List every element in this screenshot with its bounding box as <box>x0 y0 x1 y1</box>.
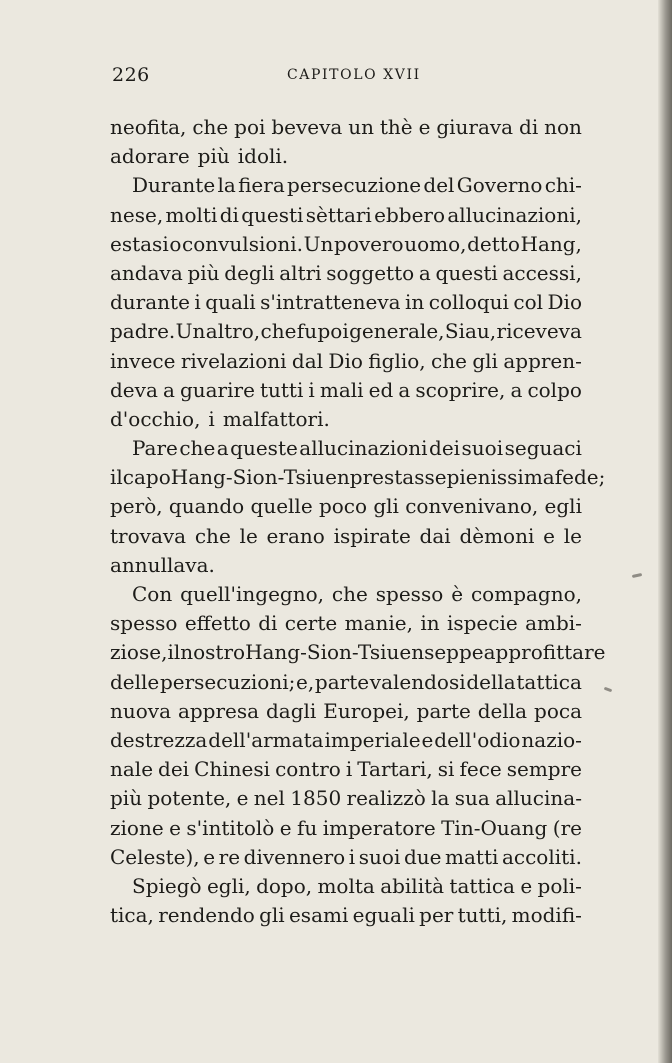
word: quali <box>205 290 256 315</box>
word: le <box>239 523 258 548</box>
word: sempre <box>506 757 582 782</box>
word: fu <box>297 815 318 840</box>
print-speck <box>604 687 613 693</box>
word: modifi- <box>511 903 582 928</box>
body-text <box>110 113 606 930</box>
word: e, <box>296 669 315 694</box>
word: più <box>110 786 143 811</box>
text-line <box>110 814 582 843</box>
word: seguaci <box>504 436 582 461</box>
word: Hang-Sion-Tsiuen <box>245 640 425 665</box>
word: poco <box>318 494 368 519</box>
word: che <box>331 582 368 606</box>
word: degli <box>224 260 275 285</box>
word: pienissima <box>446 465 555 490</box>
word: che <box>192 115 229 139</box>
word: Hang, <box>520 231 582 256</box>
word: però, <box>110 494 163 519</box>
word: erano <box>266 523 325 548</box>
word: col <box>513 290 544 315</box>
text-line <box>110 142 582 171</box>
word: uomo, <box>404 231 467 256</box>
word: gli <box>472 348 498 373</box>
word: thè <box>379 115 413 139</box>
word: e <box>279 815 292 840</box>
word: convulsioni. <box>182 231 304 256</box>
word: dai <box>419 523 451 548</box>
word: dell'odio <box>434 727 521 752</box>
text-line <box>110 784 582 813</box>
text-line <box>110 638 606 667</box>
word: neofita, <box>110 115 187 139</box>
word: s'intratteneva <box>260 290 401 315</box>
word: potente, <box>147 786 232 811</box>
word: della <box>466 669 516 694</box>
word: a <box>216 436 229 461</box>
word: padre. <box>110 319 176 344</box>
word: contro <box>275 757 341 782</box>
word: Dio <box>328 348 363 373</box>
word: che <box>431 348 467 373</box>
word: che <box>179 436 216 461</box>
word: gli <box>373 494 399 519</box>
word: altro, <box>205 319 261 344</box>
word: andava <box>110 260 183 285</box>
word: ed <box>368 377 394 402</box>
word: parte <box>416 698 471 723</box>
word: tutti, <box>457 903 508 928</box>
word: re <box>218 844 241 869</box>
word: delle <box>110 669 160 694</box>
word: Governo <box>456 173 543 198</box>
word: un <box>348 115 374 139</box>
word: il <box>110 465 123 490</box>
word: nostro <box>180 640 246 665</box>
word: colloqui <box>428 290 509 315</box>
text-line <box>110 843 582 872</box>
word: molta <box>317 873 375 898</box>
word: manie, <box>344 611 413 636</box>
word: e <box>169 815 181 840</box>
word: in <box>420 611 440 636</box>
word: nel <box>253 786 285 811</box>
word: nale <box>110 757 154 782</box>
word: Europei, <box>323 698 410 723</box>
text-line <box>110 901 582 930</box>
word: giurava <box>436 115 514 139</box>
page-edge-shadow <box>658 0 672 1063</box>
word: Con <box>132 582 173 606</box>
word: suoi <box>358 844 401 869</box>
text-line <box>110 288 582 317</box>
word: detto <box>467 231 520 256</box>
word: spesso <box>110 611 178 636</box>
word: del <box>423 173 455 198</box>
word: Tartari, <box>357 757 433 782</box>
word: realizzò <box>346 786 426 811</box>
word: seppe <box>424 640 484 665</box>
word: riceveva <box>496 319 582 344</box>
word: per <box>419 903 454 928</box>
word: tica, <box>110 903 154 928</box>
word: colpo <box>527 377 582 402</box>
word: allucinazioni <box>299 436 428 461</box>
word: e <box>418 115 431 139</box>
word: poi <box>317 319 349 344</box>
text-line <box>110 872 582 901</box>
text-line <box>110 609 582 638</box>
word: accoliti. <box>501 844 582 869</box>
word: e <box>421 727 434 752</box>
word: idoli. <box>237 144 289 169</box>
word: guarire <box>179 377 255 402</box>
word: dell'armata <box>208 727 324 752</box>
word: Spiegò <box>132 873 202 898</box>
word: in <box>405 290 425 315</box>
word: della <box>477 698 528 723</box>
word: questi <box>241 202 304 227</box>
word: non <box>544 115 582 139</box>
word: allucina- <box>495 786 582 811</box>
word: e <box>203 844 216 869</box>
word: Dio <box>547 290 582 315</box>
word: poi <box>234 115 266 139</box>
text-line <box>110 755 582 784</box>
word: a <box>510 377 523 402</box>
word: i <box>345 757 353 782</box>
word: rendendo <box>158 903 255 928</box>
word: Tin-Ouang <box>441 815 548 840</box>
word: adorare <box>110 144 190 169</box>
word: fede; <box>554 465 606 490</box>
word: malfattori. <box>222 406 330 431</box>
text-line <box>110 171 582 200</box>
text-line <box>110 492 582 521</box>
word: due <box>403 844 442 869</box>
word: i <box>208 406 215 431</box>
word: soggetto <box>326 260 415 285</box>
word: molti <box>165 202 218 227</box>
word: matti <box>445 844 499 869</box>
word: accessi, <box>502 260 582 285</box>
text-line <box>110 201 582 230</box>
word: questi <box>435 260 498 285</box>
word: quelle <box>250 494 313 519</box>
word: il <box>167 640 181 665</box>
word: a <box>162 377 175 402</box>
text-line <box>110 668 582 697</box>
word: le <box>563 523 582 548</box>
word: la <box>217 173 236 198</box>
word: tattica <box>516 669 582 694</box>
word: allucinazioni, <box>447 202 582 227</box>
word: o <box>169 231 182 256</box>
word: chi- <box>544 173 582 198</box>
word: appresa <box>177 698 260 723</box>
word: figlio, <box>368 348 426 373</box>
word: durante <box>110 290 190 315</box>
word: fece <box>459 757 502 782</box>
word: abilità <box>380 873 445 898</box>
word: quell'ingegno, <box>180 582 324 606</box>
text-line <box>110 551 582 580</box>
word: valendosi <box>369 669 466 694</box>
text-line <box>110 726 582 755</box>
word: nese, <box>110 202 164 227</box>
word: di <box>219 202 239 227</box>
text-line <box>110 463 606 492</box>
word: la <box>431 786 450 811</box>
page-header <box>112 64 582 88</box>
text-line <box>110 376 582 405</box>
word: più <box>187 260 220 285</box>
word: dopo, <box>256 873 313 898</box>
word: compagno, <box>470 582 582 606</box>
text-line <box>110 405 582 434</box>
word: certe <box>284 611 338 636</box>
word: fiera <box>238 173 285 198</box>
word: ziose, <box>110 640 168 665</box>
word: Durante <box>132 173 216 198</box>
word: tutti <box>259 377 304 402</box>
word: sua <box>454 786 490 811</box>
text-line <box>110 697 582 726</box>
word: egli <box>544 494 582 519</box>
word: approfittare <box>483 640 606 665</box>
word: 1850 <box>290 786 342 811</box>
word: a <box>418 260 431 285</box>
word: zione <box>110 815 164 840</box>
word: queste <box>230 436 298 461</box>
word: beveva <box>271 115 343 139</box>
word: nazio- <box>521 727 582 752</box>
word: mali <box>319 377 364 402</box>
word: eguali <box>352 903 415 928</box>
word: dal <box>291 348 324 373</box>
word: ambi- <box>525 611 582 636</box>
text-line <box>110 522 582 551</box>
word: Celeste), <box>110 844 200 869</box>
word: parte <box>314 669 370 694</box>
word: effetto <box>184 611 251 636</box>
word: dagli <box>266 698 317 723</box>
word: fu <box>296 319 318 344</box>
word: annullava. <box>110 552 215 577</box>
word: che <box>260 319 297 344</box>
running-head: CAPITOLO XVII <box>287 67 421 83</box>
word: esami <box>288 903 349 928</box>
word: scoprire, <box>415 377 506 402</box>
word: prestasse <box>349 465 447 490</box>
word: e <box>520 873 533 898</box>
word: estasi <box>110 231 169 256</box>
word: capo <box>122 465 171 490</box>
word: che <box>194 523 231 548</box>
word: destrezza <box>110 727 208 752</box>
word: tattica <box>449 873 515 898</box>
word: suoi <box>461 436 504 461</box>
word: di <box>519 115 539 139</box>
word: Siau, <box>444 319 497 344</box>
word: quando <box>168 494 245 519</box>
word: i <box>348 844 356 869</box>
word: dèmoni <box>459 523 535 548</box>
word: gli <box>259 903 285 928</box>
text-line <box>110 259 582 288</box>
word: i <box>194 290 201 315</box>
word: Un <box>175 319 206 344</box>
word: Pare <box>132 436 178 461</box>
word: s'intitolò <box>186 815 275 840</box>
word: imperiale <box>324 727 421 752</box>
word: Un <box>303 231 334 256</box>
word: sèttari <box>305 202 372 227</box>
word: e <box>236 786 249 811</box>
text-line <box>110 347 582 376</box>
word: persecuzione <box>287 173 422 198</box>
word: di <box>258 611 278 636</box>
text-line <box>110 580 582 609</box>
word: rivelazioni <box>180 348 287 373</box>
page-number: 226 <box>112 64 150 86</box>
print-speck <box>632 573 642 578</box>
word: Chinesi <box>194 757 271 782</box>
word: poca <box>534 698 582 723</box>
text-line <box>110 317 582 346</box>
word: è <box>451 582 464 606</box>
word: ispecie <box>446 611 518 636</box>
word: più <box>197 144 230 169</box>
word: trovava <box>110 523 187 548</box>
word: deva <box>110 377 158 402</box>
word: Hang-Sion-Tsiuen <box>170 465 350 490</box>
text-line <box>110 113 582 142</box>
word: povero <box>334 231 404 256</box>
word: a <box>398 377 411 402</box>
word: altri <box>279 260 322 285</box>
word: divennero <box>243 844 346 869</box>
word: spesso <box>375 582 444 606</box>
word: generale, <box>349 319 445 344</box>
word: e <box>543 523 555 548</box>
word: poli- <box>537 873 582 898</box>
text-line <box>110 230 582 259</box>
word: (re <box>552 815 582 840</box>
word: convenivano, <box>405 494 539 519</box>
word: invece <box>110 348 176 373</box>
word: egli, <box>206 873 251 898</box>
word: persecuzioni; <box>159 669 296 694</box>
word: ispirate <box>333 523 411 548</box>
word: dei <box>429 436 461 461</box>
word: imperatore <box>322 815 436 840</box>
word: d'occhio, <box>110 406 201 431</box>
word: si <box>437 757 455 782</box>
text-line <box>110 434 582 463</box>
word: ebbero <box>374 202 446 227</box>
word: dei <box>158 757 190 782</box>
word: nuova <box>110 698 172 723</box>
word: appren- <box>503 348 582 373</box>
word: i <box>308 377 315 402</box>
